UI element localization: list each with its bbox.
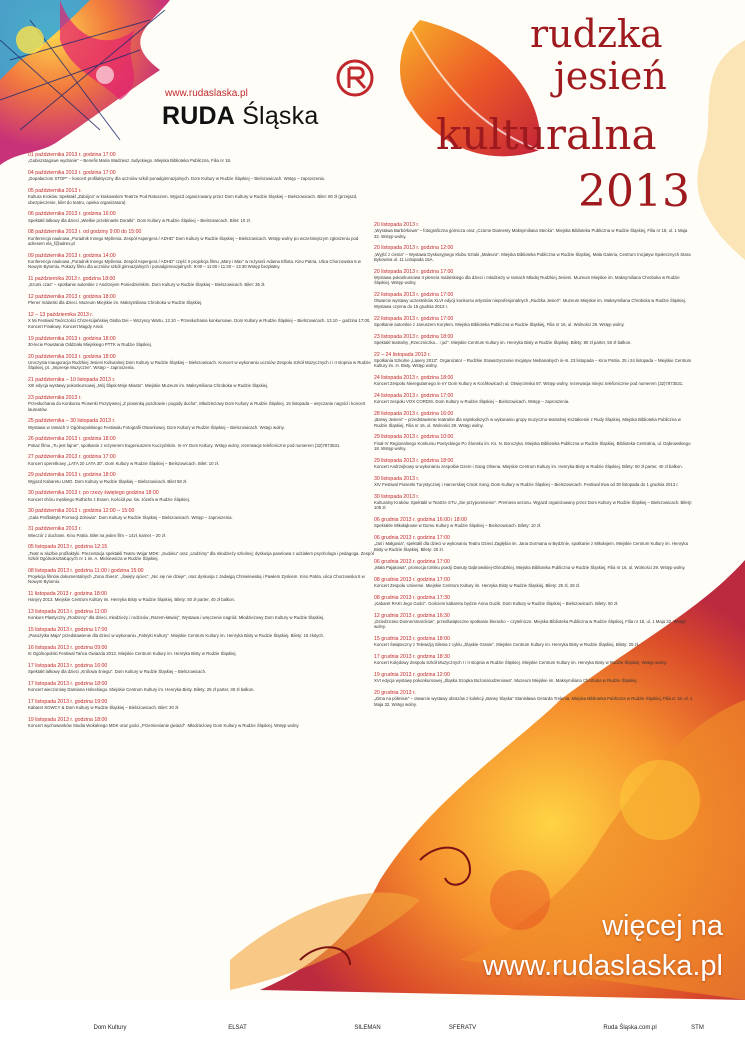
event-date: 05 października 2013 r. [28, 188, 82, 194]
event-item [374, 393, 694, 405]
event-date: 13 listopada 2013 r. godzina 11:00 [28, 609, 107, 616]
event-date: 16 listopada 2013 r. godzina 09:00 [28, 645, 108, 652]
event-item [28, 544, 376, 561]
event-item [28, 591, 376, 603]
event-date: 22 listopada 2013 r. godzina 17:00 [374, 315, 454, 322]
event-description: Finał IV Regionalnego Konkursu Poetyckiego Po Ślonsku im. Ks. N. Bonczyka. Miejska Biblioteka Publiczna w Rudzie Śląskiej, Biblioteka Centralna, ul. Dąbrowskiego 18. Wstęp wolny. [374, 440, 691, 452]
event-description: Koncert zespołu VOX CORDIS. Dom Kultury w Rudzie Śląskiej – Bielszowicach. Wstęp – zaproszenia. [374, 399, 570, 405]
title-year: 2013 [578, 166, 690, 217]
event-item [28, 627, 376, 639]
event-item [28, 336, 376, 348]
event-date: 06 grudnia 2013 r. godzina 17:00 [374, 558, 450, 565]
events-column-right [374, 222, 694, 713]
event-item [28, 699, 376, 711]
event-item [374, 292, 694, 309]
event-item [374, 636, 694, 648]
sponsor-logo: Dom Kultury [93, 1025, 127, 1031]
event-item [28, 377, 376, 389]
event-date: 11 listopada 2013 r. godzina 18:00 [28, 591, 107, 598]
event-date: 08 listopada 2013 r. godzina 11:00 i godzina 15:00 [28, 567, 144, 574]
event-date: 17 grudnia 2013 r. godzina 18:30 [374, 654, 450, 661]
event-description: Pokaz filmu „Tu jest fajnie”, spotkanie z reżyserem Eugeniuszem Kuczyńskim. In-nY Dom Kultury. Wstęp wolny, rezerwacje telefoniczne pod numerem (32)7873531. [28, 442, 341, 448]
event-date: 21 października – 10 listopada 2013 r. [28, 377, 116, 384]
event-date: 22 listopada 2013 r. godzina 17:00 [374, 292, 454, 299]
event-date: 25 października – 30 listopada 2013 r. [28, 418, 116, 425]
event-date: 20 listopada 2013 r. godzina 17:00 [374, 268, 454, 275]
event-item [374, 269, 694, 286]
event-item [374, 411, 694, 428]
event-description: „Teatr w służbie profilaktyki. Prezentacja spektakli Teatru Wojar MDK: „Sudoku” oraz „Uodzimy” dla młodzieży szkolnej; dyskusja panelowa z udziałem psychologa i pedagoga. Zespół Szkół Ogólnokształcących nr 1 im. A. Mickiewicza w Rudzie Śląskiej. [28, 550, 374, 562]
event-item [28, 645, 376, 657]
event-date: 09 października 2013 r. godzina 14:00 [28, 252, 116, 259]
event-date: 23 października 2013 r. [28, 395, 82, 402]
event-item [374, 613, 694, 630]
event-description: Spotkania Szkolne „Lasery 2013”. Organizator – Rudzkie Stowarzyszenie Inicjatyw Niebanalnych in-nI. 23 listopada – Kino Patria. 25 i 24 listopada – Miejskie Centrum Kultury im. H. Bisty. Wstęp wolny. [374, 357, 692, 369]
event-date: 08 grudnia 2013 r. godzina 17:30 [374, 594, 450, 601]
event-date: 17 listopada 2013 r. godzina 16:00 [28, 663, 108, 670]
event-date: 22 – 24 listopada 2013 r. [374, 351, 431, 358]
event-description: Spektakle Mikołajkowe w Domu Kultury w Rudzie Śląskiej – Bielszowicach. Bilety: 10 zł. [374, 523, 542, 529]
event-description: „Dziedzictwo Donnersmarcków”, przedświąteczne spotkanie literacko – czytelnicze. Miejska Biblioteka Publiczna w Rudzie Śląskiej, Filia nr 18, ul. 1 Maja 32. Wstęp wolny. [374, 618, 686, 630]
event-description: „Mała Pająkowa”, promocja tomiku poezji Danuty Dąbrowskiej-Obrodzkiej. Miejska Biblioteka Publiczna w Rudzie Śląskiej, Filia nr 16, ul. Wolności 29. Wstęp wolny. [374, 564, 686, 570]
sponsor-logo: ELSAT [228, 1025, 247, 1031]
title-line-1: rudzka [530, 12, 663, 56]
event-date: 19 listopada 2013 r. godzina 18:00 [28, 717, 108, 724]
event-description: Kabaret SOWCY & Dom Kultury w Rudzie Śląskiej – Bielszowicach. Bilet: 30 zł. [28, 705, 180, 711]
event-item [28, 294, 376, 306]
sponsor-logo: STM [691, 1025, 704, 1031]
event-item [28, 152, 376, 164]
event-date: 20 października 2013 r. godzina 18:00 [28, 353, 116, 360]
event-date: 15 grudnia 2013 r. godzina 18:00 [374, 636, 450, 643]
event-date: 30 listopada 2013 r. [374, 493, 420, 500]
event-item [374, 494, 694, 511]
event-item [28, 211, 376, 223]
event-description: Przesłuchania do Konkursu Piosenki Pozytywnej „Z piosenką pozdrowie i pogody ducha”. Młodzieżowy Dom Kultury w Rudzie Śląskiej. 15 listopada – wręczanie nagród i koncert laureatów. [28, 401, 366, 412]
event-item [374, 577, 694, 589]
event-item [374, 245, 694, 262]
event-date: 12 października 2013 r. godzina 18:00 [28, 294, 116, 301]
event-item [374, 672, 694, 684]
site-url-top[interactable]: www.rudaslaska.pl [165, 88, 248, 99]
event-description: Wystawa pokonkursowa II plenera malarskiego dla dzieci i młodzieży w ramach Młodej Rudzkiej Jesieni. Muzeum Miejskie im. Maksymiliana Chroboka w Rudzie Śląskiej. Wstęp wolny. [374, 275, 680, 286]
event-item [28, 609, 376, 621]
event-date: 04 października 2013 r. godzina 17:00 [28, 170, 116, 176]
event-date: 06 października 2013 r. godzina 16:00 [28, 211, 116, 218]
city-name-bold: RUDA [162, 102, 236, 130]
event-description: Koncert Zespołu Nieregularnego in-nY Dom Kultury w Kochłowicach ul. Otwięcimska 87. Wstęp wolny, rezerwacja miejsc telefonicznie pod numerem (32)7873531. [374, 381, 684, 387]
event-description: Spektakl lalkowy dla dzieci „Królowa śniegu”. Dom Kultury w Rudzie Śląskiej – Bielszowicach. [28, 669, 207, 675]
event-item [28, 663, 376, 675]
city-logo [162, 102, 318, 131]
event-item [28, 354, 376, 371]
event-description: „Barwy Jesieni” – przedstawienie teatralne dla najmłodszych w wykonaniu grupy muzyczno-teatralnej Kształcenie z Rudy Śląskiej. Miejska Biblioteka Publiczna w Rudzie Śląskiej, Filia nr 16, ul. Wolności 29. Wstęp wolny. [374, 417, 681, 428]
event-item [374, 222, 694, 239]
event-description: XIV Festiwal Piosenki Turystycznej i Harcerskiej Cmok Song. Dom Kultury w Rudzie Śląskiej – Bielszowicach. Festiwal trwa od 30 listopada do 1 grudnia 2013 r. [374, 482, 679, 488]
title-line-2: jesień [554, 54, 667, 98]
event-description: XVI edycja wystawy pokonkursowej „Śląska Szopka Bożonarodzeniowa”. Muzeum Miejskie im. Maksymiliana Chroboka w Rudzie Śląskiej. [374, 678, 638, 684]
event-item [28, 454, 376, 466]
event-date: 15 listopada 2013 r. godzina 17:00 [28, 627, 108, 634]
event-item [374, 517, 694, 529]
event-description: „Wyjść z cienia” – Wystawa Dyskusyjnego Klubu Sztuki „Maleura”. Miejska Biblioteka Publiczna w Rudzie Śląskiej, Mała Galeria, Centrum Inicjatyw Społecznych Stara Bykowina ul. 11 Listopada 15A. [374, 251, 691, 263]
city-name-rest: Śląska [242, 102, 319, 130]
event-item [374, 434, 694, 451]
event-date: 20 listopada 2013 r. godzina 12:00 [374, 245, 454, 252]
event-date: 24 listopada 2013 r. godzina 18:00 [374, 375, 454, 382]
event-item [28, 253, 376, 270]
event-description: „Dopalaczom STOP” – koncert profilaktyczny dla uczniów szkół ponadgimnazjalnych. Dom Kultury w Rudzie Śląskiej – Bielszowicach. Wstęp – zaproszenia. [28, 176, 326, 182]
event-description: „Wystawa Barbórkowa” – fotograficzna górnicza oraz „Czarne Diamenty Maksymiliana Stecka”. Miejska Biblioteka Publiczna w Rudzie Śląskiej, Filia nr 18, ul. 1 Maja 32. Wstęp wolny. [374, 228, 688, 239]
event-item [28, 395, 376, 412]
event-date: 30 października 2013 r. po rzezy świętego godzina 18:00 [28, 490, 159, 497]
event-description: Kulturalny Kraków. Spektakl w Teatrze STU „Sie przypomnienie”. Premiera sezonu. Wyjazd organizowany przez Dom Kultury w Rudzie Śląskiej – Bielszowicach. Bilety: 105 zł [374, 500, 693, 511]
event-description: Koncert Świąteczny z Telewizją Silesia z cyklu „Śląskie Granie”. Miejskie Centrum Kultury im. Henryka Bisty w Rudzie Śląskiej. Bilety: 25 zł. [374, 642, 639, 648]
event-date: 12 – 13 października 2013 r. [28, 312, 94, 319]
event-item [28, 418, 376, 430]
event-description: „Gala Profilaktyki Promocji Zdrowia”. Dom Kultury w Rudzie Śląskiej – Bielszowicach. Wstęp – zaproszenia. [28, 514, 233, 520]
event-item [28, 526, 376, 538]
event-date: 05 listopada 2013 r. godzina 12:15 [28, 544, 108, 551]
event-description: Konferencja naukowa „Poradnik Innego Myślenia. Zespół Aspergera / ADHD” część II projekcja filmu „Mary i Max” w reżyserii Adama Elliota. Kino Patria, Ulica Chorzowska 5 w Nowym Bytomiu. Pokazy filmu dla uczniów szkół gimnazjalnych i ponadgimnazjalnych: 9:00 – 11:00 i 11:30 – 13:30 Wstęp bezpłatny. [28, 259, 361, 270]
event-date: 19 grudnia 2013 r. godzina 12:00 [374, 672, 450, 679]
event-date: 23 listopada 2013 r. godzina 18:00 [374, 333, 454, 340]
event-item [28, 188, 376, 205]
event-description: Kultura Kroków. Spektakl „Zabójca” w krakowskim Teatrze Pod Ratuszem. Wyjazd organizowany przez Dom Kultury w Rudzie Śląskiej – Bielszowicach. Bilet: 80 zł (przejazd, ubezpieczenie, bilet do teatru, opieka organizatora) [28, 194, 358, 205]
event-item [28, 490, 376, 502]
event-item [374, 352, 694, 369]
event-item [28, 681, 376, 693]
event-description: Otwarcie wystawy uczestników XLVI edycji konkursu artystów nieprofesjonalnych „Rudzka Jesień”. Muzeum Miejskie im. Maksymiliana Chroboka w Rudzie Śląskiej. Wystawa czynna do 15 grudnia 2013 r. [374, 298, 687, 309]
event-item [374, 316, 694, 328]
event-item [374, 690, 694, 707]
event-description: Uroczysta Inauguracja Rudzkiej Jesieni Kulturalnej Dom Kultury w Rudzie Śląskiej – Bielszowicach. Koncert w wykonaniu uczniów Zespołu Szkół Muzycznych I i II stopnia w Rudzie Śląskiej, pt. „Impresje Muzyczne”. Wstęp – zaproszenia. [28, 359, 371, 371]
event-description: Konkurs Plastyczny „Rodzinny” dla dzieci, młodzieży i rodziców „Razem-łatwiej”. Wystawa i wręczenie nagród. Młodzieżowy Dom Kultury w Rudzie Śląskiej. [28, 615, 325, 621]
event-item [374, 559, 694, 571]
events-column-left [28, 152, 376, 735]
title-line-3: kulturalna [436, 110, 657, 159]
event-description: Koncert Kolędowy Zespołu Szkół Muzycznych I i II stopnia w Rudzie Śląskiej. Miejskie Centrum Kultury im. Henryka Bisty w Rudzie Śląskiej. Wstęp wolny. [374, 660, 667, 666]
event-item [374, 334, 694, 346]
event-item [28, 436, 376, 448]
event-item [28, 170, 376, 182]
event-description: „Pasożytka Maja” przedstawienie dla dzieci w wykonaniu „Fabryki Kultury”. Miejskie Centrum Kultury im. Henryka Bisty w Rudzie Śląskiej. Bilety: 15 złotych. [28, 633, 325, 639]
event-date: 20 listopada 2013 r. [374, 222, 420, 228]
event-description: Wyjazd Kabaretu LIMO. Dom Kultury w Rudzie Śląskiej – Bielszowicach. Bilet 58 zł. [28, 478, 188, 484]
event-date: 30 października 2013 r. godzina 12:00 – 15:00 [28, 508, 135, 515]
event-date: 26 października 2013 r. godzina 18:00 [28, 436, 116, 443]
event-item [374, 654, 694, 666]
event-description: Koncert wieczorowy Damiana Holeckiego. Miejskie Centrum Kultury im. Henryka Bisty. Bilety: 25 zł parter, 30 zł balkon. [28, 687, 255, 693]
event-item [28, 312, 376, 329]
event-date: 17 listopada 2013 r. godzina 18:00 [28, 681, 108, 688]
sponsor-logo: SILEMAN [354, 1025, 381, 1031]
event-item [374, 535, 694, 552]
event-description: Koncert operetkowy „LATA 20 LATA 30”. Dom Kultury w Rudzie Śląskiej – Bielszowicach. Bilet: 10 zł. [28, 460, 219, 466]
event-description: „Zima na półmisie” – otwarcie wystawy obrazów z kolekcji „Barwy Śląska” Stanisława Gerarda Trelenia. Miejska Biblioteka Publiczna w Rudzie Śląskiej, Filia nr 18, ul. 1 Maja 32. Wstęp wolny. [374, 696, 693, 707]
event-date: 06 grudnia 2013 r. godzina 16:00 i 18:00 [374, 517, 467, 524]
event-description: Koncert Zespołu Universe. Miejskie Centrum Kultury im. Henryka Bisty w Rudzie Śląskiej. Bilety: 25 zł, 28 zł. [374, 582, 581, 588]
event-date: 19 października 2013 r. godzina 18:00 [28, 335, 116, 342]
event-description: „Szumi czas” – spotkanie autorskie z Andrzejem Poniedzielskim. Dom Kultury w Rudzie Śląskiej – Bielszowicach. Bilet: 35 zł. [28, 282, 266, 288]
event-date: 29 listopada 2013 r. godzina 10:00 [374, 434, 454, 441]
event-description: Koncert wychowanków Studia Wokalnego MDK oraz gości „Przemienianie gwiazd”. Młodzieżowy Dom Kultury w Rudzie Śląskiej. Wstęp wolny. [28, 723, 300, 729]
event-item [28, 568, 376, 585]
event-date: 27 października 2013 r. godzina 17:00 [28, 454, 116, 461]
event-item [28, 717, 376, 729]
event-date: 17 listopada 2013 r. godzina 19:00 [28, 699, 108, 706]
event-description: „Jaś i Małgosia”, spektakl dla dzieci w wykonaniu Teatru Dzieci Zagłębia im. Jana Dormana w Będzinie, spotkanie z Mikołajem. Miejskie Centrum Kultury im. Henryka Bisty w Rudzie Śląskiej. Bilety: 20 zł. [374, 541, 688, 552]
event-description: Konferencja naukowa „Poradnik Innego Myślenia. Zespół Aspergera / ADHD” Dom Kultury w Rudzie Śląskiej – Bielszowicach. Wstęp wolny po wcześniejszym zgłoszeniu pod adresem ela_f@adres.pl [28, 235, 359, 247]
event-item [28, 229, 376, 246]
sponsor-logo: Ruda Śląska.com.pl [603, 1025, 657, 1031]
event-description: Spektakl lalkowy dla dzieci „Wielkie przebinanki Doratki”. Dom Kultury w Rudzie Śląskiej – Bielszowicach. Bilet: 10 zł. [28, 217, 251, 223]
event-description: III Ogólnopolski Festiwal Tańca Gwiazda 2013. Miejskie Centrum Kultury im. Henryka Bisty w Rudzie Śląskiej. [28, 651, 237, 657]
event-date: 12 grudnia 2013 r. godzina 16:30 [374, 612, 450, 619]
event-description: „Kabaret RAKI Jego Gości”. Gościem kabaretu będzie Anna Guzik. Dom Kultury w Rudzie Śląskiej – Bielszowicach. Bilety: 50 zł. [374, 600, 619, 606]
event-date: 30 listopada 2013 r. [374, 475, 420, 482]
event-date: 06 grudnia 2013 r. godzina 17:00 [374, 535, 450, 542]
event-item [374, 476, 694, 488]
event-description: Wystawa w ramach V Ogólnopolskiego Festiwalu Fotografii Otworkowej. Dom Kultury w Rudzie Śląskiej – Bielszowicach. Wstęp wolny. [28, 424, 285, 430]
more-info-label: więcej na [602, 910, 723, 942]
sponsor-logos [20, 1012, 725, 1052]
event-description: Koncert chóru męskiego Ruthichs z Essen. Kościół pw. św. Józefa w Rudzie Śląskiej. [28, 496, 190, 502]
event-description: Spektakl teatralny „Rzeczniczka... i już”. Miejskie Centrum Kultury im. Henryka Bisty w Rudzie Śląskiej. Bilety: 80 zł parter, 50 zł balkon. [374, 339, 632, 345]
event-item [374, 375, 694, 387]
event-date: 01 października 2013 r. godzina 17:00 [28, 152, 116, 158]
event-description: Koncert Andrzejkowy w wykonaniu zespołów Dzem i Gang Olsena. Miejskie Centrum Kultury im. Henryka Bisty w Rudzie Śląskiej. Bilety: 50 zł parter, 40 zł balkon. [374, 464, 683, 470]
event-description: 30-lecie Powstania Oddziału Miejskiego PTTK w Rudzie Śląskiej. [28, 341, 152, 347]
more-info-url[interactable]: www.rudaslaska.pl [482, 950, 723, 982]
event-date: 29 października 2013 r. godzina 18:00 [28, 472, 116, 479]
event-description: Projekcja filmów dokumentalnych „Zona zbiera”, „Święty ojciec”, „Nic się nie dzieje”, oraz dyskusja z Jadwigą Chmielewską i Pawłem Zyskiem. Kino Patria, ulica Chorzowska 5 w Nowym Bytomiu. [28, 574, 365, 585]
event-description: Plener malarski dla dzieci. Muzeum Miejskie im. Maksymiliana Chroboka w Rudzie Śląskiej. [28, 300, 203, 306]
event-date: 11 października 2013 r. godzina 18:00 [28, 276, 116, 283]
event-description: Wieczór z duchami. Kino Patria. Bilet na jeden film – 14zł, karnet – 20 zł. [28, 532, 167, 538]
event-item [28, 508, 376, 520]
event-description: Hanyry 2013. Miejskie Centrum Kultury im. Henryka Bisty w Rudzie Śląskiej. Bilety: 50 zł parter, 40 zł balkon. [28, 597, 236, 603]
event-date: 20 grudnia 2013 r. [374, 690, 416, 697]
event-date: 24 listopada 2013 r. godzina 17:00 [374, 393, 454, 400]
event-item [28, 276, 376, 288]
sponsor-logo: SFERATV [448, 1025, 477, 1031]
event-description: „Gubiszstagowe wydranie” – Benefis Maria Wadziesz Judyckiego. Miejska Biblioteka Publiczna, Filia nr 18. [28, 158, 232, 164]
event-date: 08 grudnia 2013 r. godzina 17:00 [374, 576, 450, 583]
event-item [28, 472, 376, 484]
event-description: XIII edycja wystawy pokonkursowej „Mój Śląsk-Moje Miasto”. Miejskie Muzeum im. Maksymiliana Chroboka w Rudzie Śląskiej. [28, 383, 269, 389]
event-date: 08 października 2013 r. od godziny 9:00 do 15:00 [28, 229, 142, 236]
event-date: 29 listopada 2013 r. godzina 18:00 [374, 457, 454, 464]
event-date: 28 listopada 2013 r. godzina 16:00 [374, 411, 454, 418]
event-date: 31 października 2013 r. [28, 526, 82, 533]
event-description: Spotkanie autorskie z Januszem Koryłem. Miejska Biblioteka Publiczna w Rudzie Śląskiej, Filia nr 16, ul. Wolności 29. Wstęp wolny. [374, 321, 625, 327]
event-item [374, 595, 694, 607]
event-item [374, 458, 694, 470]
event-description: X Mi Festiwal Twórczości Chrześcijańskiej Głoba Dei – Wszyscy Wartu. 12.10 – Przesłuchania konkursowe. Dom Kultury w Rudzie Śląskiej – Bielszowicach. 13.10 – godzina 17:00, Koncert Finałowy. Koncert Magdy Anioł. [28, 318, 371, 329]
